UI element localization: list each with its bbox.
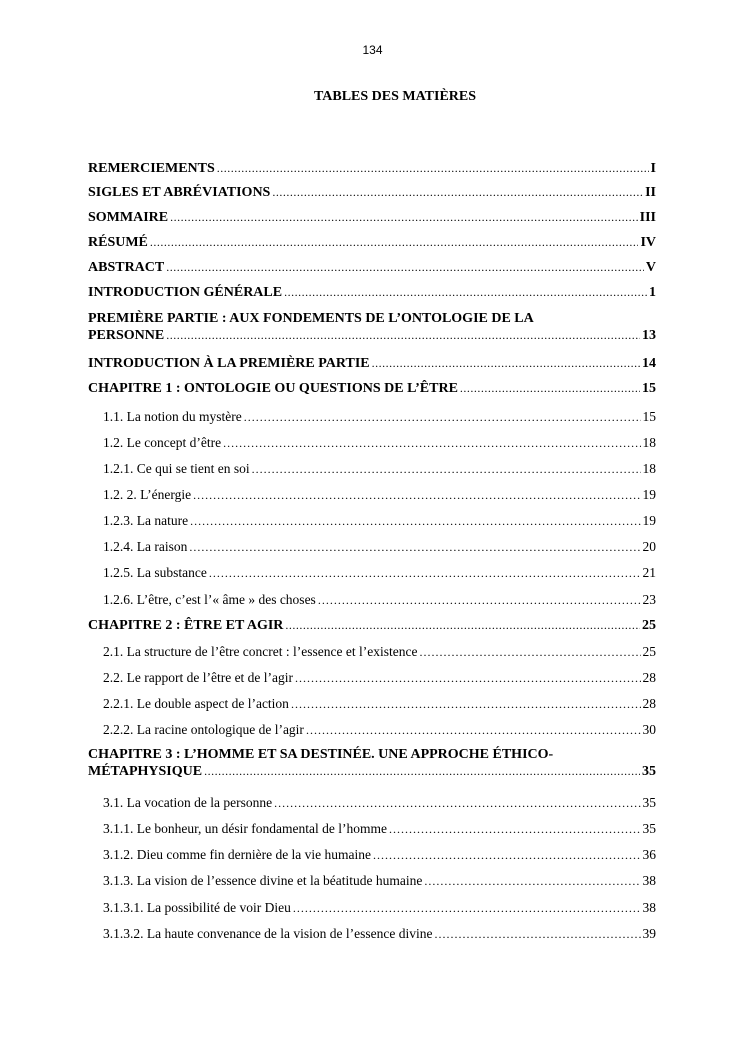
toc-entry-title: 2.1. La structure de l’être concret : l’essence et l’existence	[103, 644, 418, 659]
toc-entry-introduction-premiere-partie[interactable]	[88, 356, 656, 373]
dot-leader	[209, 566, 641, 580]
toc-entry-page: 28	[642, 670, 656, 685]
toc-entry-2-2-1[interactable]	[88, 696, 656, 712]
toc-entry-premiere-partie[interactable]	[88, 311, 656, 345]
toc-entry-title: 2.2. Le rapport de l’être et de l’agir	[103, 670, 294, 685]
toc-entry-title: 1.2.5. La substance	[103, 565, 207, 580]
toc-entry-1-2-5[interactable]	[88, 565, 656, 581]
toc-entry-chapitre-1[interactable]	[88, 381, 656, 398]
toc-entry-title: 1.2.1. Ce qui se tient en soi	[103, 461, 250, 476]
toc-entry-page: IV	[640, 235, 656, 250]
toc-entry-title: INTRODUCTION À LA PREMIÈRE PARTIE	[88, 356, 370, 371]
toc-entry-page: II	[645, 185, 656, 200]
toc-entry-title: 3.1. La vocation de la personne	[103, 795, 273, 810]
toc-entry-title: 1.2.6. L’être, c’est l’« âme » des choses	[103, 592, 316, 607]
toc-entry-title: 3.1.2. Dieu comme fin dernière de la vie humaine	[103, 847, 372, 862]
dot-leader	[435, 927, 641, 941]
dot-leader	[419, 645, 640, 659]
toc-entry-page: 14	[642, 356, 656, 371]
dot-leader	[217, 161, 649, 175]
dot-leader	[252, 462, 641, 476]
toc-entry-page: 38	[642, 900, 656, 915]
toc-entry-page: 25	[642, 618, 656, 633]
page-title: TABLES DES MATIÈRES	[313, 89, 477, 104]
toc-entry-title: 2.2.1. Le double aspect de l’action	[103, 696, 289, 711]
dot-leader	[424, 874, 640, 888]
toc-entry-page: 35	[642, 763, 656, 779]
toc-entry-page: 15	[642, 381, 656, 396]
toc-entry-1-2-4[interactable]	[88, 539, 656, 555]
dot-leader	[460, 381, 640, 395]
toc-entry-chapitre-2[interactable]	[88, 618, 656, 635]
toc-entry-page: 19	[642, 487, 656, 502]
toc-entry-page: 19	[642, 513, 656, 528]
toc-entry-title-line2: PERSONNE	[88, 327, 165, 343]
toc-entry-page: 38	[642, 873, 656, 888]
toc-entry-1-2-2[interactable]	[88, 487, 656, 503]
dot-leader	[372, 356, 640, 370]
toc-entry-title: INTRODUCTION GÉNÉRALE	[88, 285, 283, 300]
dot-leader	[272, 185, 643, 199]
toc-entry-3-1-1[interactable]	[88, 821, 656, 837]
dot-leader	[150, 235, 639, 249]
toc-entry-title: CHAPITRE 2 : ÊTRE ET AGIR	[88, 618, 284, 633]
dot-leader	[318, 593, 641, 607]
toc-entry-title-line1: PREMIÈRE PARTIE : AUX FONDEMENTS DE L’ONTOLOGIE DE LA	[88, 311, 534, 326]
dot-leader	[295, 671, 640, 685]
toc-entry-title: 3.1.3.1. La possibilité de voir Dieu	[103, 900, 291, 915]
toc-entry-sigles[interactable]	[88, 185, 656, 202]
toc-entry-page: 28	[642, 696, 656, 711]
dot-leader	[170, 210, 638, 224]
toc-entry-page: 36	[642, 847, 656, 862]
dot-leader	[274, 796, 640, 810]
dot-leader	[166, 328, 640, 342]
toc-entry-page: 15	[642, 409, 656, 424]
toc-entry-page: 18	[642, 435, 656, 450]
toc-entry-page: I	[650, 161, 656, 176]
toc-entry-page: 39	[642, 926, 656, 941]
dot-leader	[244, 410, 641, 424]
toc-entry-resume[interactable]	[88, 235, 656, 252]
toc-entry-1-2[interactable]	[88, 435, 656, 451]
dot-leader	[223, 436, 640, 450]
toc-entry-title-line1: CHAPITRE 3 : L’HOMME ET SA DESTINÉE. UNE APPROCHE ÉTHICO-	[88, 747, 554, 762]
toc-entry-page: 18	[642, 461, 656, 476]
toc-entry-page: 30	[642, 722, 656, 737]
dot-leader	[389, 822, 640, 836]
dot-leader	[373, 848, 640, 862]
toc-entry-sommaire[interactable]	[88, 210, 656, 227]
dot-leader	[293, 901, 641, 915]
toc-entry-page: V	[645, 260, 656, 275]
toc-entry-title: 1.2. 2. L’énergie	[103, 487, 192, 502]
toc-entry-2-1[interactable]	[88, 644, 656, 660]
toc-entry-title: 1.2.4. La raison	[103, 539, 188, 554]
toc-entry-title: 1.2. Le concept d’être	[103, 435, 222, 450]
toc-entry-title: RÉSUMÉ	[88, 235, 148, 250]
toc-entry-title: REMERCIEMENTS	[88, 161, 215, 176]
toc-entry-abstract[interactable]	[88, 260, 656, 277]
dot-leader	[285, 618, 640, 632]
dot-leader	[204, 764, 640, 778]
dot-leader	[291, 697, 641, 711]
toc-entry-title: SOMMAIRE	[88, 210, 169, 225]
toc-entry-page: 35	[642, 821, 656, 836]
toc-entry-2-2-2[interactable]	[88, 722, 656, 738]
toc-entry-title: 3.1.3. La vision de l’essence divine et la béatitude humaine	[103, 873, 423, 888]
toc-entry-title-line2: MÉTAPHYSIQUE	[88, 763, 203, 779]
toc-entry-3-1-2[interactable]	[88, 847, 656, 863]
toc-entry-page: 21	[642, 565, 656, 580]
toc-entry-title: 1.2.3. La nature	[103, 513, 189, 528]
toc-entry-remerciements[interactable]	[88, 161, 656, 178]
toc-entry-page: 23	[642, 592, 656, 607]
toc-entry-page: 13	[642, 327, 656, 343]
toc-entry-title: 2.2.2. La racine ontologique de l’agir	[103, 722, 304, 737]
toc-entry-1-1[interactable]	[88, 409, 656, 425]
toc-entry-1-2-6[interactable]	[88, 592, 656, 608]
toc-entry-page: 1	[649, 285, 656, 300]
dot-leader	[190, 514, 640, 528]
toc-entry-title: 3.1.3.2. La haute convenance de la vision de l’essence divine	[103, 926, 433, 941]
dot-leader	[193, 488, 640, 502]
toc-entry-3-1-3[interactable]	[88, 873, 656, 889]
toc-entry-3-1-3-2[interactable]	[88, 926, 656, 942]
toc-entry-introduction-generale[interactable]	[88, 285, 656, 302]
toc-entry-title: 3.1.1. Le bonheur, un désir fondamental de l’homme	[103, 821, 388, 836]
page-number: 134	[362, 43, 383, 57]
toc-entry-page: III	[639, 210, 656, 225]
dot-leader	[166, 260, 644, 274]
toc-entry-2-2[interactable]	[88, 670, 656, 686]
toc-entry-page: 35	[642, 795, 656, 810]
toc-entry-title: ABSTRACT	[88, 260, 165, 275]
dot-leader	[306, 723, 641, 737]
toc-entry-page: 20	[642, 539, 656, 554]
toc-entry-title: 1.1. La notion du mystère	[103, 409, 242, 424]
dot-leader	[284, 285, 647, 299]
toc-entry-1-2-1[interactable]	[88, 461, 656, 477]
toc-entry-title: CHAPITRE 1 : ONTOLOGIE OU QUESTIONS DE L’ÊTRE	[88, 381, 458, 396]
toc-entry-3-1[interactable]	[88, 795, 656, 811]
toc-entry-1-2-3[interactable]	[88, 513, 656, 529]
toc-entry-3-1-3-1[interactable]	[88, 900, 656, 916]
toc-entry-chapitre-3[interactable]	[88, 747, 656, 781]
toc-entry-page: 25	[642, 644, 656, 659]
toc-entry-title: SIGLES ET ABRÉVIATIONS	[88, 185, 271, 200]
dot-leader	[189, 540, 640, 554]
